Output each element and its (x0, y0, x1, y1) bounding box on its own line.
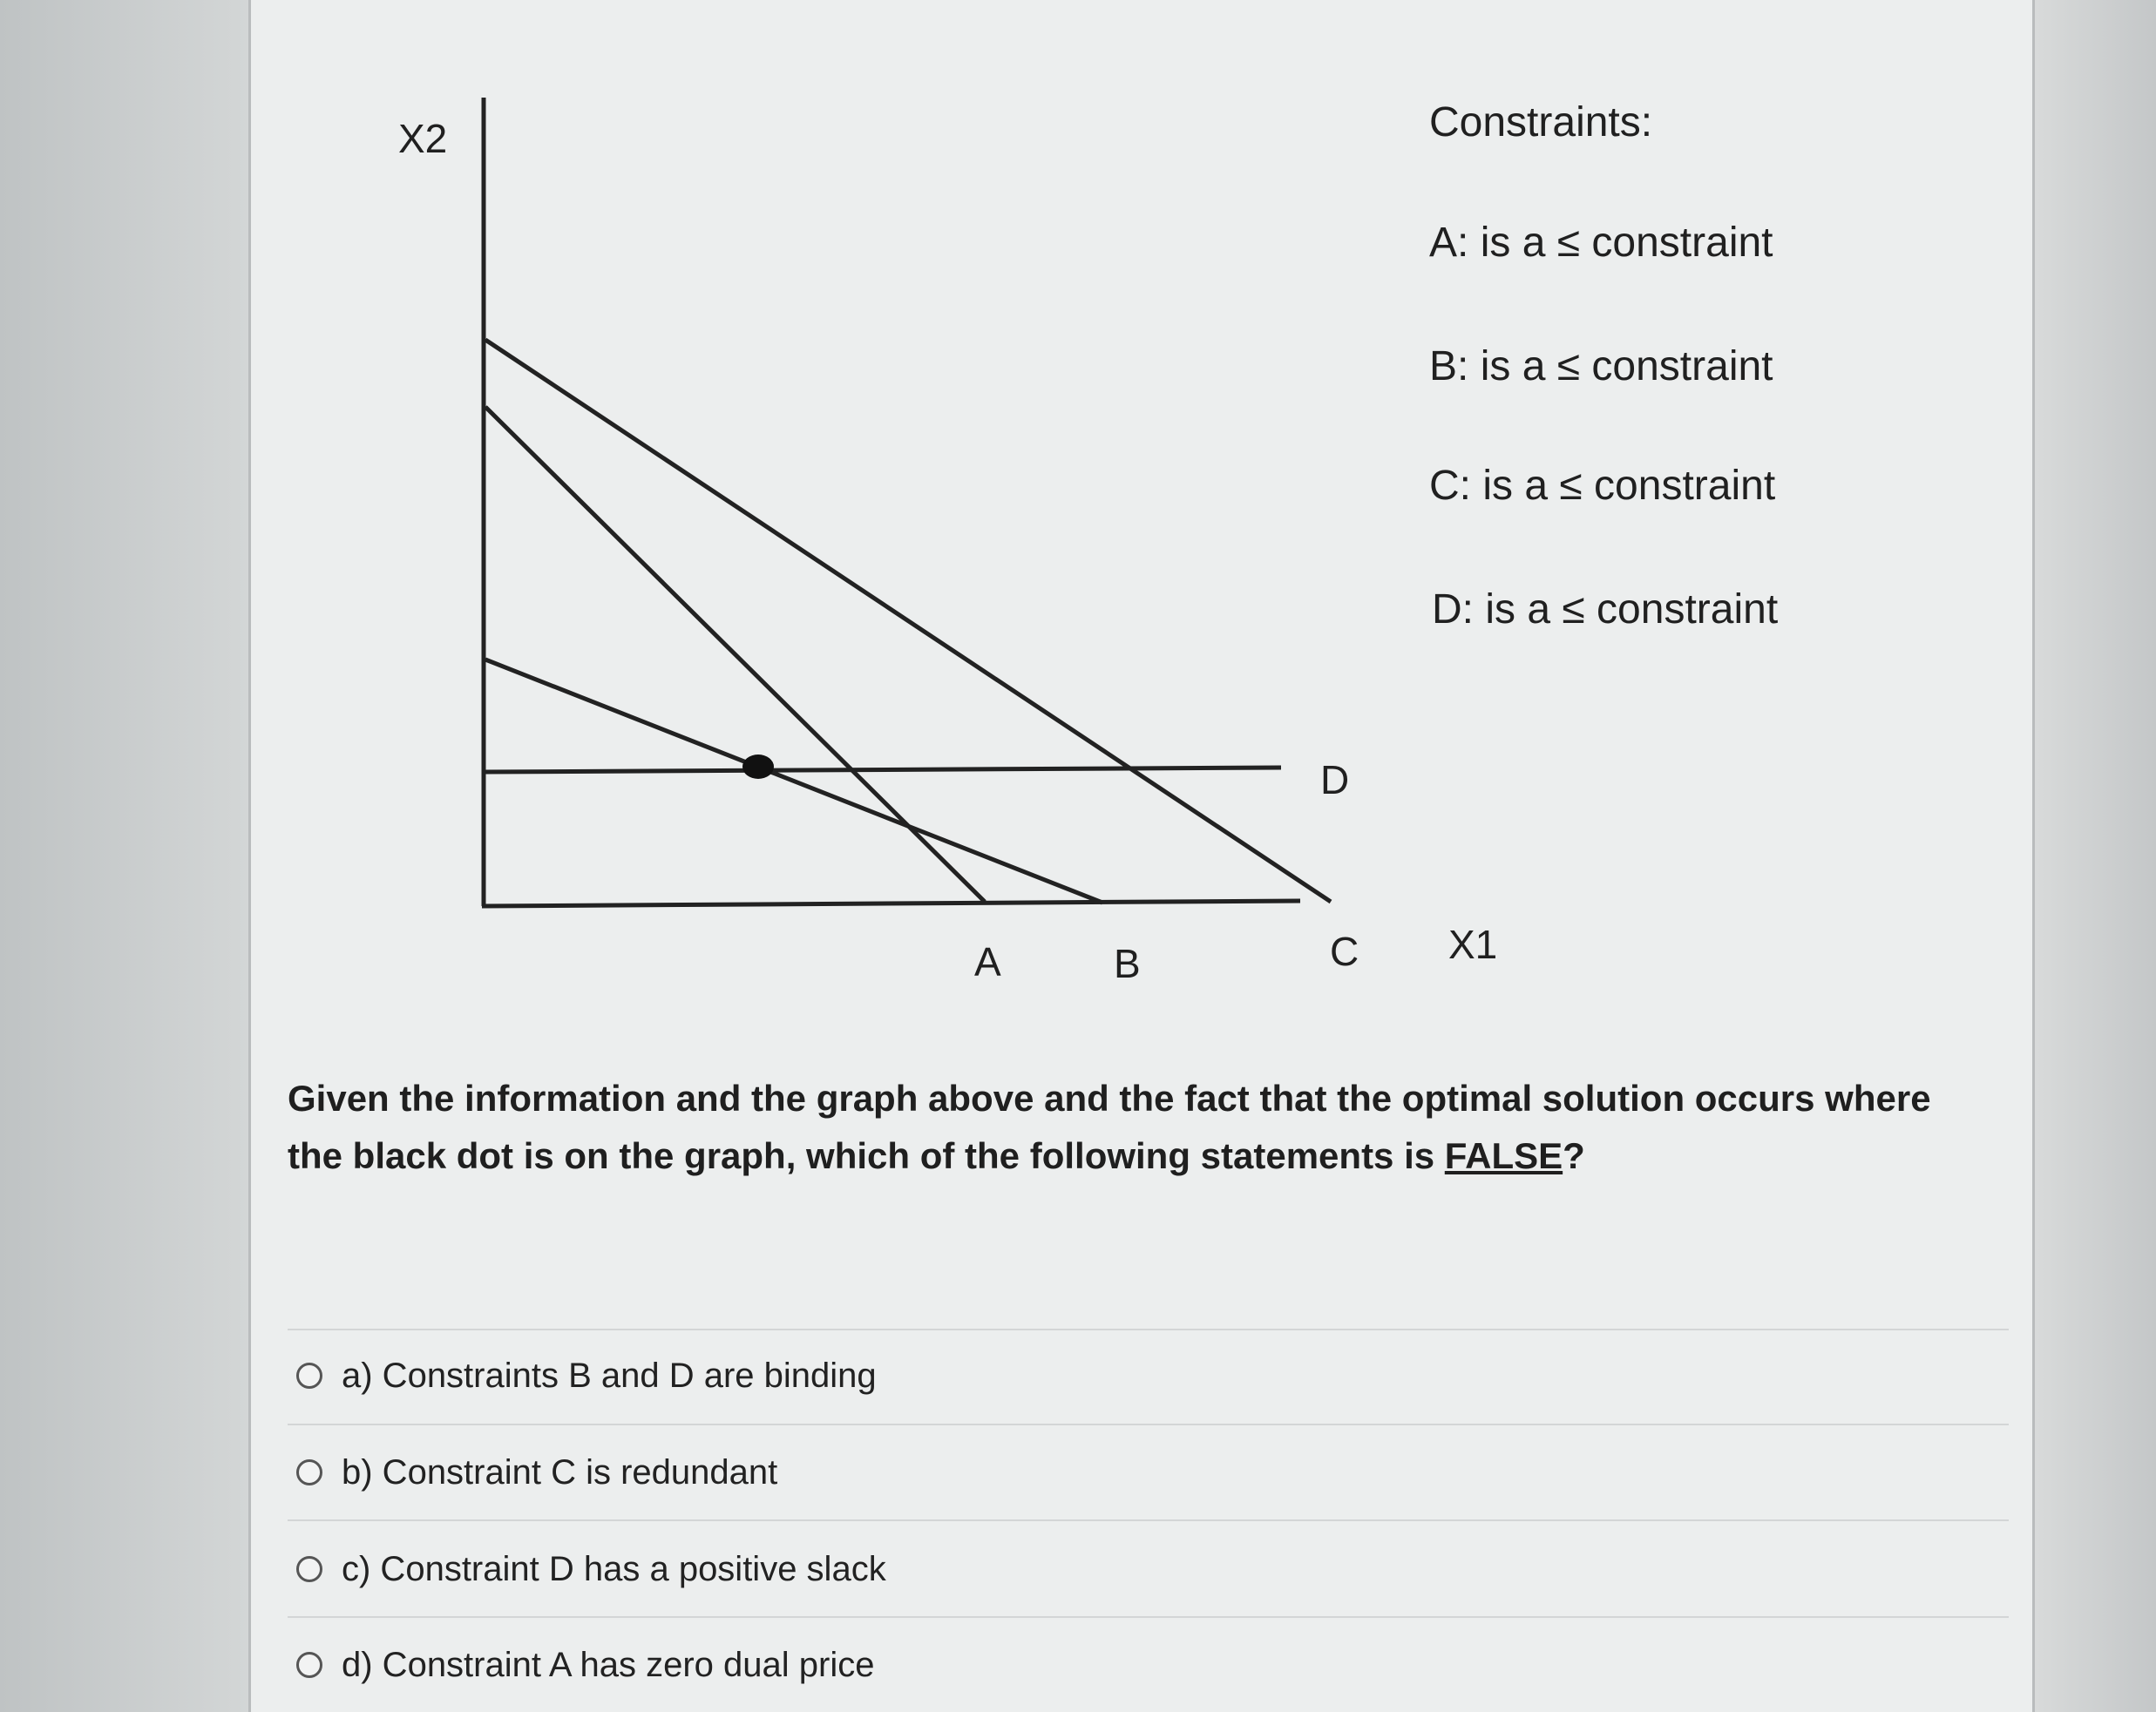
question-mark: ? (1563, 1135, 1585, 1176)
divider (288, 1424, 2009, 1425)
constraint-line-b (485, 660, 1102, 903)
option-label: c) Constraint D has a positive slack (342, 1549, 886, 1588)
option-label: d) Constraint A has zero dual price (342, 1645, 875, 1684)
constraint-text: is a ≤ constraint (1485, 586, 1779, 633)
option-a[interactable] (296, 1350, 877, 1402)
constraints-title: Constraints: (1429, 99, 1653, 145)
radio-button[interactable] (296, 1459, 322, 1485)
line-label-d: D (1320, 757, 1350, 802)
option-c[interactable] (296, 1543, 886, 1595)
line-label-a: A (974, 939, 1001, 985)
constraint-line-c (485, 340, 1331, 902)
question-emphasis: FALSE (1444, 1135, 1563, 1176)
constraint-b (1429, 342, 1773, 390)
divider (288, 1519, 2009, 1521)
constraint-name: D: (1432, 586, 1474, 633)
constraint-d (1432, 585, 1778, 633)
option-label: a) Constraints B and D are binding (342, 1356, 877, 1395)
radio-button[interactable] (296, 1363, 322, 1389)
radio-button[interactable] (296, 1652, 322, 1678)
option-d[interactable] (296, 1639, 874, 1691)
y-axis-label: X2 (398, 116, 448, 161)
x-axis-label: X1 (1448, 922, 1498, 967)
question-text (288, 1070, 1987, 1185)
constraint-text: is a ≤ constraint (1482, 463, 1776, 509)
constraint-a (1429, 219, 1773, 267)
option-b[interactable] (296, 1446, 777, 1499)
line-label-c: C (1330, 929, 1359, 974)
constraint-text: is a ≤ constraint (1480, 343, 1773, 389)
x-axis (482, 901, 1300, 906)
option-label: b) Constraint C is redundant (342, 1452, 778, 1492)
constraint-name: A: (1429, 220, 1469, 266)
constraint-text: is a ≤ constraint (1480, 220, 1773, 266)
optimal-solution-dot (742, 754, 774, 779)
divider (288, 1616, 2009, 1618)
constraint-name: B: (1429, 343, 1469, 389)
constraint-c (1429, 462, 1775, 510)
line-label-b: B (1114, 941, 1141, 986)
constraint-name: C: (1429, 463, 1471, 509)
constraint-line-d (485, 768, 1281, 772)
radio-button[interactable] (296, 1556, 322, 1582)
divider (288, 1329, 2009, 1330)
question-body: Given the information and the graph above and the fact that the optimal solution occurs where the black dot is on the graph, which of the following statements is (288, 1078, 1931, 1176)
